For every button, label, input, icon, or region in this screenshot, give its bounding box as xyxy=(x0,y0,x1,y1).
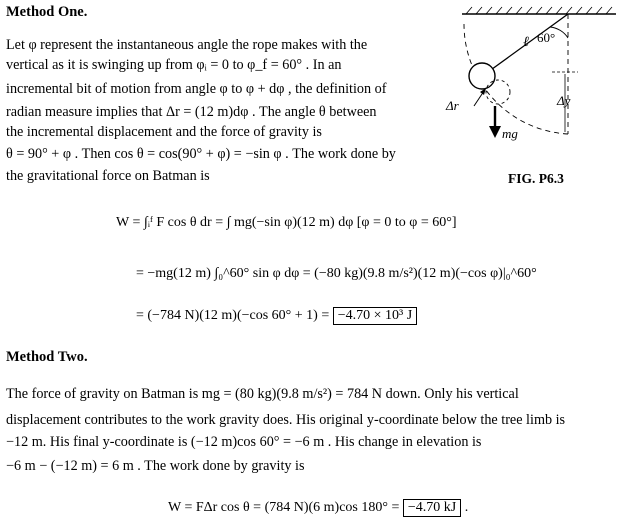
method-one-line: the incremental displacement and the force of gravity is xyxy=(6,124,322,140)
gravity-arrowhead xyxy=(489,126,501,138)
method-one-line: Let φ represent the instantaneous angle the rope makes with the xyxy=(6,37,368,53)
work-result-line3 xyxy=(136,307,417,325)
final-work-equation xyxy=(168,499,468,517)
rope-length-label: ℓ xyxy=(523,35,529,50)
delta-y-label: Δy xyxy=(557,93,571,108)
figure-caption: FIG. P6.3 xyxy=(508,171,564,186)
result-expression: = (−784 N)(12 m)(−cos 60° + 1) = xyxy=(136,308,330,323)
result-answer-box: −4.70 × 10³ J xyxy=(333,307,417,325)
method-one-line: radian measure implies that Δr = (12 m)dφ . The angle θ between xyxy=(6,104,377,120)
method-two-line: displacement contributes to the work gravity does. His original y-coordinate below the tree limb is xyxy=(6,412,566,428)
final-period: . xyxy=(464,500,469,515)
ceiling-hatch xyxy=(466,7,612,14)
final-answer-box: −4.70 kJ xyxy=(403,499,461,517)
method-one-line: the gravitational force on Batman is xyxy=(6,168,210,184)
gravity-label: mg xyxy=(502,126,518,141)
batman-circle xyxy=(469,63,495,89)
method-two-line: The force of gravity on Batman is mg = (80 kg)(9.8 m/s²) = 784 N down. Only his vertical xyxy=(6,386,519,402)
method-one-line: incremental bit of motion from angle φ to φ + dφ , the definition of xyxy=(6,81,387,97)
work-integral-line2: = −mg(12 m) ∫₀^60° sin φ dφ = (−80 kg)(9.8 m/s²)(12 m)(−cos φ)|₀^60° xyxy=(136,266,537,281)
work-integral-line1: W = ∫ᵢᶠ F cos θ dr = ∫ mg(−sin φ)(12 m) dφ [φ = 0 to φ = 60°] xyxy=(116,215,457,230)
method-two-line: −6 m − (−12 m) = 6 m . The work done by gravity is xyxy=(6,458,305,474)
method-one-line: vertical as it is swinging up from φᵢ = 0 to φ_f = 60° . In an xyxy=(6,57,342,73)
pendulum-diagram xyxy=(440,4,620,174)
method-one-heading: Method One. xyxy=(6,4,88,20)
method-one-line: θ = 90° + φ . Then cos θ = cos(90° + φ) = −sin φ . The work done by xyxy=(6,146,396,162)
method-two-heading: Method Two. xyxy=(6,349,88,365)
figure-p6-3 xyxy=(440,4,620,174)
angle-label: 60° xyxy=(537,30,556,45)
final-expression: W = FΔr cos θ = (784 N)(6 m)cos 180° = xyxy=(168,500,400,515)
delta-r-label: Δr xyxy=(446,98,459,113)
method-two-line: −12 m. His final y-coordinate is (−12 m)cos 60° = −6 m . His change in elevation is xyxy=(6,434,482,450)
